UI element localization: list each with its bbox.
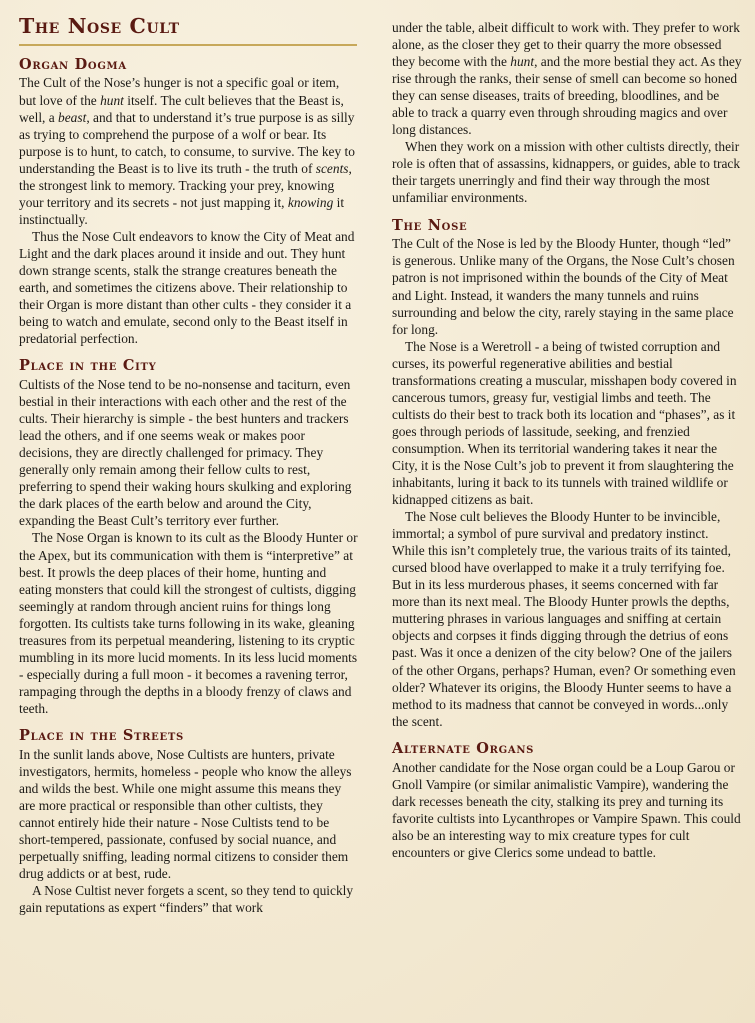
- organ-dogma-paragraph-2: Thus the Nose Cult endeavors to know the City of Meat and Light and the dark places around it inside and out. They hunt down strange scents, stalk the strange creatures beneath the earth, and sometimes the citizens above. Their relationship to their Organ is more distant than other cults - they consider it a being to watch and emulate, second only to the Beast itself in predatorial perfection.: [19, 228, 355, 347]
- left-column: [19, 0, 359, 916]
- place-city-paragraph-2: The Nose Organ is known to its cult as the Bloody Hunter or the Apex, but its communication with them is “interpretive” at best. It prowls the deep places of their home, hunting and eating monsters that could kill the strongest of cultists, digging seemingly at random through ancient ruins for things long forgotten. Its cultists take turns following in its wake, gleaning treasures from its perpetual meandering, listening to its cryptic mumbling in its more lucid moments. In its less lucid moments - especially during a full moon - it becomes a ravening terror, rampaging through the depths in a bloody frenzy of claws and teeth.: [19, 530, 358, 716]
- the-nose-paragraph-3: The Nose cult believes the Bloody Hunter to be invincible, immortal; a symbol of pure survival and predatory instinct. While this isn’t completely true, the various traits of its tainted, cursed blood have overlapped to make it a truly terrifying foe. But in its less murderous phases, it seems concerned with far more than its next meal. The Bloody Hunter prowls the depths, muttering phrases in various languages and sniffing at certain objects and corpses it finds digging through the detrius of eons past. Was it once a denizen of the city below? One of the jailers of the other Organs, perhaps? Human, even? Or something even older? Whatever its origins, the Bloody Hunter seems to have a method to its madness that cannot be conveyed in words...only the scent.: [392, 509, 736, 729]
- heading-place-in-the-streets: Place in the Streets: [19, 727, 184, 744]
- place-streets-paragraph-2-continued: under the table, albeit difficult to work with. They prefer to work alone, as the closer they get to their quarry the more obsessed they become with the hunt, and the more bestial they act. As they rise through the ranks, their sense of smell can become so honed they can sense diseases, traits of breeding, bloodlines, and be able to track a quarry even through shrouding magics and over long distances.: [392, 20, 742, 138]
- place-streets-paragraph-2: A Nose Cultist never forgets a scent, so they tend to quickly gain reputations as expert “finders” that work: [19, 883, 354, 916]
- heading-the-nose: The Nose: [392, 216, 468, 234]
- place-streets-paragraph-1: In the sunlit lands above, Nose Cultists are hunters, private investigators, hermits, homeless - people who know the alleys and wilds the best. While one might assume this means they are more practical or responsible than other cultists, they cannot entirely hide their nature - Nose Cultists tend to be short-tempered, passionate, confused by social nuance, and perpetually sniffing, leading normal citizens to consider them drug addicts or at best, rude.: [19, 746, 352, 882]
- page-title: The Nose Cult: [19, 14, 180, 38]
- alternate-organs-paragraph-1: Another candidate for the Nose organ could be a Loup Garou or Gnoll Vampire (or similar animalistic Vampire), wandering the dark recesses beneath the city, stalking its prey and turning its favorite cultists into Lycanthropes or Vampire Spawn. This could also be an interesting way to mix creature types for cult encounters or give Clerics some undead to battle.: [392, 759, 741, 860]
- heading-alternate-organs: Alternate Organs: [392, 739, 535, 757]
- title-divider: [19, 44, 357, 46]
- place-streets-paragraph-3: When they work on a mission with other cultists directly, their role is often that of assassins, kidnappers, or guides, able to track their targets unerringly and find their way through the most unfamiliar environments.: [392, 139, 741, 206]
- heading-organ-dogma: Organ Dogma: [19, 55, 127, 73]
- the-nose-paragraph-2: The Nose is a Weretroll - a being of twisted corruption and curses, its powerful regenerative abilities and bestial transformations creating a muscular, misshapen body covered in cancerous tumors, greasy fur, vestigial limbs and teeth. The cultists do their best to track both its location and “phases”, as it goes through periods of lassitude, seeking, and frenzied consumption. When its territorial wandering takes it near the City, it is the Nose Cult’s job to prevent it from slaughtering the inhabitants, luring it back to its tunnels with trained wildlife or kidnapped citizens as bait.: [392, 338, 737, 508]
- right-column: [392, 0, 742, 861]
- organ-dogma-paragraph-1: The Cult of the Nose’s hunger is not a specific goal or item, but love of the hunt itself. The cult believes that the Beast is, well, a beast, and that to understand it’s true purpose is as silly as trying to comprehend the purpose of a wolf or bear. Its purpose is to hunt, to catch, to consume, to survive. The key to understanding the Beast is to live its truth - the truth of scents, the strongest link to memory. Tracking your prey, knowing your territory and its secrets - not just mapping it, knowing it instinctually.: [19, 75, 355, 227]
- place-city-paragraph-1: Cultists of the Nose tend to be no-nonsense and taciturn, even bestial in their interactions with each other and the rest of the cults. Their hierarchy is simple - the best hunters and trackers lead the others, and if one seems weak or makes poor decisions, they are directly challenged for primacy. They generally only remain among their fellow cults to rest, preferring to spend their waking hours skulking and exploring the dark places of the earth below and around the City, expanding the Beast Cult’s territory ever further.: [19, 377, 352, 529]
- the-nose-paragraph-1: The Cult of the Nose is led by the Bloody Hunter, though “led” is generous. Unlike many of the Organs, the Nose Cult’s chosen patron is not imprisoned within the bounds of the City of Meat and Light. Instead, it wanders the many tunnels and ruins surrounding and below the city, rarely staying in the same place for long.: [392, 236, 735, 337]
- heading-place-in-the-city: Place in the City: [19, 357, 157, 375]
